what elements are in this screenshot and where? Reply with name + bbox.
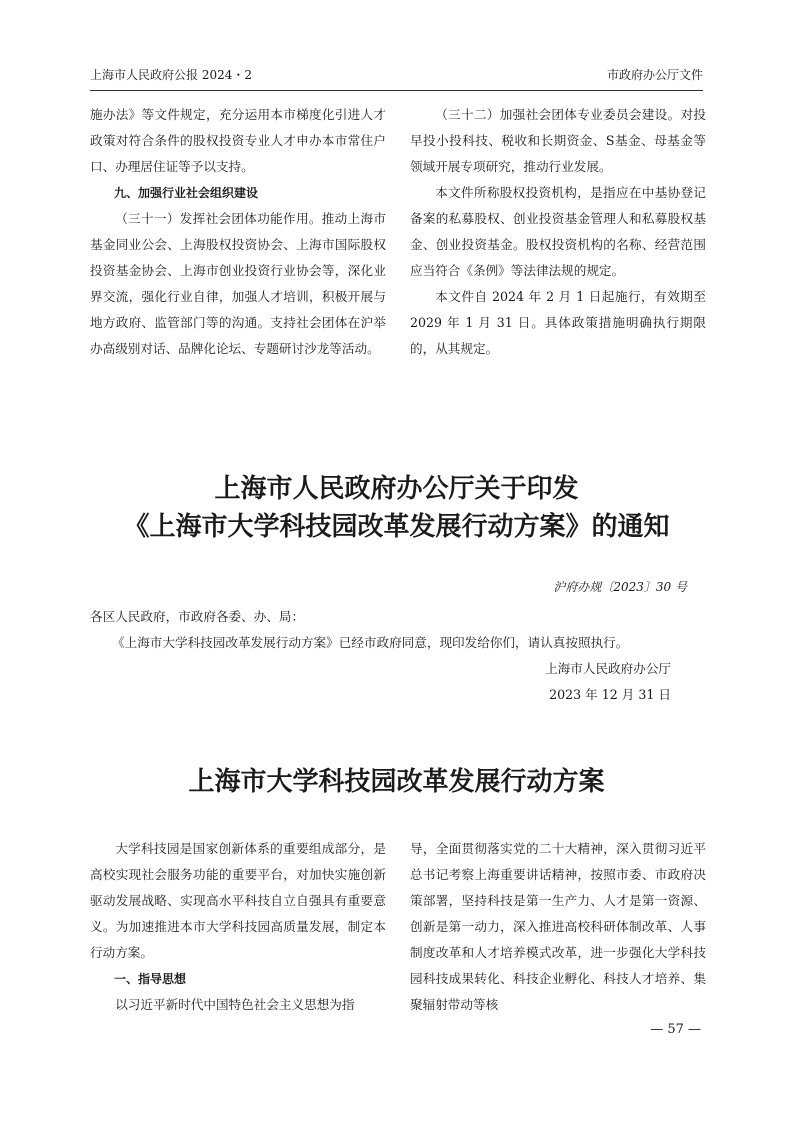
- paragraph: 本文件自 2024 年 2 月 1 日起施行，有效期至 2029 年 1 月 31 日。具体政策措施明确执行期限的，从其规定。: [410, 289, 706, 356]
- paragraph: （三十二）加强社会团体专业委员会建设。对投早投小投科技、税收和长期资金、S基金、母基金等领域开展专项研究，推动行业发展。: [410, 107, 706, 174]
- paragraph: 导，全面贯彻落实党的二十大精神，深入贯彻习近平总书记考察上海重要讲话精神，按照市委、市政府决策部署，坚持科技是第一生产力、人才是第一资源、创新是第一动力，深入推进高校科研体制改革、人事制度改革和人才培养模式改革，进一步强化大学科技园科技成果转化、科技企业孵化、科技人才培养、集聚辐射带动等核: [410, 841, 706, 1012]
- notice-title-line1: 上海市人民政府办公厅关于印发: [214, 474, 579, 504]
- section-heading: 九、加强行业社会组织建设: [114, 186, 259, 200]
- journal-title: 上海市人民政府公报 2024・2: [90, 68, 252, 82]
- section-title: 市政府办公厅文件: [606, 68, 703, 82]
- page-header: [90, 68, 703, 91]
- notice-title-line2: 《上海市大学科技园改革发展行动方案》的通知: [123, 512, 670, 542]
- paragraph: （三十一）发挥社会团体功能作用。推动上海市基金同业公会、上海股权投资协会、上海市国际股权投资基金协会、上海市创业投资行业协会等，深化业界交流，强化行业自律，加强人才培训，积极开展与地方政府、监管部门等的沟通。支持社会团体在沪举办高级别对话、品牌化论坛、专题研讨沙龙等活动。: [90, 211, 386, 356]
- paragraph: 以习近平新时代中国特色社会主义思想为指: [115, 997, 355, 1012]
- section-heading: 一、指导思想: [114, 972, 187, 986]
- page-number: — 57 —: [650, 1022, 701, 1037]
- addressee: 各区人民政府，市政府各委、办、局：: [90, 609, 305, 624]
- notice-body: 《上海市大学科技园改革发展行动方案》已经市政府同意，现印发给你们，请认真按照执行。: [112, 635, 629, 650]
- plan-title: 上海市大学科技园改革发展行动方案: [188, 767, 605, 797]
- paragraph: 施办法》等文件规定，充分运用本市梯度化引进人才政策对符合条件的股权投资专业人才申办本市常住户口、办理居住证等予以支持。: [90, 107, 386, 174]
- document-number: 沪府办规〔2023〕30 号: [553, 580, 687, 594]
- signature-date: 2023 年 12 月 31 日: [549, 687, 671, 702]
- bottom-right-column: [410, 836, 706, 1018]
- paragraph: 大学科技园是国家创新体系的重要组成部分，是高校实现社会服务功能的重要平台，对加快实施创新驱动发展战略、实现高水平科技自立自强具有重要意义。为加速推进本市大学科技园高质量发展，制定本行动方案。: [90, 841, 386, 960]
- top-right-column: [410, 102, 706, 362]
- notice-title: [0, 470, 793, 546]
- bottom-left-column: [90, 836, 386, 1018]
- signature-organization: 上海市人民政府办公厅: [545, 661, 671, 676]
- top-left-column: [90, 102, 386, 362]
- paragraph: 本文件所称股权投资机构，是指应在中基协登记备案的私募股权、创业投资基金管理人和私募股权基金、创业投资基金。股权投资机构的名称、经营范围应当符合《条例》等法律法规的规定。: [410, 185, 706, 278]
